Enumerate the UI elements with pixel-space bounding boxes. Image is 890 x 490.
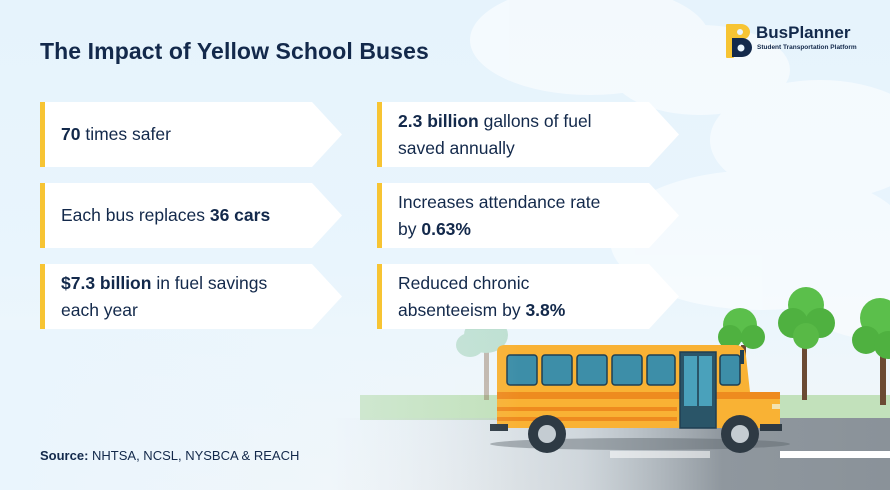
stat-label-line2: by bbox=[398, 218, 422, 239]
source-label: Source: bbox=[40, 448, 89, 463]
stat-card-absenteeism bbox=[377, 264, 679, 329]
stat-label: in fuel savings bbox=[151, 273, 268, 294]
source-text: NHTSA, NCSL, NYSBCA & REACH bbox=[88, 448, 300, 463]
stat-label-line2: saved annually bbox=[398, 137, 515, 158]
stat-label-line2: absenteeism by bbox=[398, 299, 526, 320]
stat-card-safety bbox=[40, 102, 342, 167]
stat-value: 0.63% bbox=[421, 218, 471, 239]
stat-value: 70 bbox=[61, 124, 81, 145]
stat-card-gallons bbox=[377, 102, 679, 167]
stat-text bbox=[398, 264, 565, 329]
stat-label: Reduced chronic bbox=[398, 273, 530, 294]
logo-tagline: Student Transportation Platform bbox=[757, 44, 857, 51]
busplanner-logo bbox=[726, 22, 876, 58]
busplanner-logo-icon bbox=[726, 24, 752, 58]
stat-text bbox=[398, 102, 592, 167]
stat-text bbox=[398, 183, 600, 248]
stat-label: times safer bbox=[80, 124, 171, 145]
page-title: The Impact of Yellow School Buses bbox=[40, 38, 429, 64]
stat-text bbox=[61, 102, 171, 167]
stat-value: 3.8% bbox=[525, 299, 566, 320]
source-note bbox=[40, 448, 299, 463]
logo-name: BusPlanner bbox=[756, 23, 851, 42]
stat-text bbox=[61, 183, 270, 248]
stat-label: gallons of fuel bbox=[478, 111, 592, 132]
stat-card-cars bbox=[40, 183, 342, 248]
stat-value: $7.3 billion bbox=[61, 273, 152, 294]
stat-label: Increases attendance rate bbox=[398, 192, 601, 213]
stat-card-fuel-savings bbox=[40, 264, 342, 329]
stat-label: Each bus replaces bbox=[61, 205, 210, 226]
stat-text bbox=[61, 264, 267, 329]
stat-value: 36 cars bbox=[209, 205, 271, 226]
stat-card-attendance bbox=[377, 183, 679, 248]
road-marking bbox=[780, 451, 890, 458]
stat-label-line2: each year bbox=[61, 299, 138, 320]
stat-value: 2.3 billion bbox=[398, 111, 479, 132]
